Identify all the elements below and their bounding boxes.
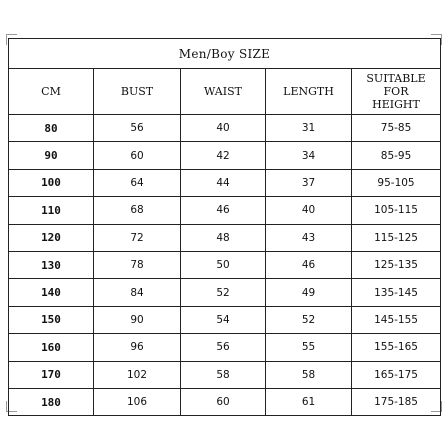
cell-length: 34 <box>266 142 352 169</box>
table-row <box>9 279 441 306</box>
cell-waist: 52 <box>181 279 266 306</box>
header-bust: BUST <box>94 69 181 115</box>
cell-bust: 60 <box>94 142 181 169</box>
table-row <box>9 224 441 251</box>
cell-cm: 160 <box>9 334 94 361</box>
cell-cm: 180 <box>9 388 94 415</box>
cell-cm: 110 <box>9 197 94 224</box>
cell-height: 105-115 <box>352 197 441 224</box>
cell-height: 75-85 <box>352 115 441 142</box>
table-row <box>9 361 441 388</box>
cell-waist: 56 <box>181 334 266 361</box>
cell-length: 40 <box>266 197 352 224</box>
header-row <box>9 69 441 115</box>
table-row <box>9 334 441 361</box>
table-row <box>9 197 441 224</box>
cell-bust: 96 <box>94 334 181 361</box>
header-suitable-height-label: SUITABLE FOR HEIGHT <box>366 72 426 111</box>
table-row <box>9 251 441 278</box>
size-table <box>8 38 441 416</box>
table-title: Men/Boy SIZE <box>9 39 441 69</box>
cell-waist: 60 <box>181 388 266 415</box>
cell-height: 175-185 <box>352 388 441 415</box>
header-length: LENGTH <box>266 69 352 115</box>
cell-cm: 100 <box>9 169 94 196</box>
cell-height: 165-175 <box>352 361 441 388</box>
cell-length: 55 <box>266 334 352 361</box>
cell-bust: 84 <box>94 279 181 306</box>
cell-cm: 90 <box>9 142 94 169</box>
cell-waist: 58 <box>181 361 266 388</box>
cell-height: 85-95 <box>352 142 441 169</box>
cell-length: 58 <box>266 361 352 388</box>
cell-bust: 72 <box>94 224 181 251</box>
cell-length: 43 <box>266 224 352 251</box>
cell-cm: 120 <box>9 224 94 251</box>
table-row <box>9 115 441 142</box>
cell-bust: 90 <box>94 306 181 333</box>
cell-height: 95-105 <box>352 169 441 196</box>
cell-height: 155-165 <box>352 334 441 361</box>
cell-waist: 48 <box>181 224 266 251</box>
cell-bust: 68 <box>94 197 181 224</box>
cell-cm: 150 <box>9 306 94 333</box>
cell-waist: 44 <box>181 169 266 196</box>
cell-cm: 130 <box>9 251 94 278</box>
cell-cm: 170 <box>9 361 94 388</box>
table-row <box>9 388 441 415</box>
cell-length: 52 <box>266 306 352 333</box>
cell-waist: 46 <box>181 197 266 224</box>
cell-waist: 42 <box>181 142 266 169</box>
cell-height: 125-135 <box>352 251 441 278</box>
cell-length: 46 <box>266 251 352 278</box>
cell-waist: 50 <box>181 251 266 278</box>
table-row <box>9 306 441 333</box>
table-row <box>9 169 441 196</box>
cell-bust: 106 <box>94 388 181 415</box>
cell-bust: 64 <box>94 169 181 196</box>
cell-waist: 40 <box>181 115 266 142</box>
cell-height: 135-145 <box>352 279 441 306</box>
cell-length: 31 <box>266 115 352 142</box>
header-waist: WAIST <box>181 69 266 115</box>
header-cm: CM <box>9 69 94 115</box>
cell-bust: 56 <box>94 115 181 142</box>
cell-length: 61 <box>266 388 352 415</box>
cell-length: 49 <box>266 279 352 306</box>
cell-bust: 78 <box>94 251 181 278</box>
cell-bust: 102 <box>94 361 181 388</box>
cell-length: 37 <box>266 169 352 196</box>
cell-height: 145-155 <box>352 306 441 333</box>
cell-cm: 80 <box>9 115 94 142</box>
table-row <box>9 142 441 169</box>
cell-height: 115-125 <box>352 224 441 251</box>
header-suitable-height <box>352 69 441 115</box>
cell-waist: 54 <box>181 306 266 333</box>
cell-cm: 140 <box>9 279 94 306</box>
